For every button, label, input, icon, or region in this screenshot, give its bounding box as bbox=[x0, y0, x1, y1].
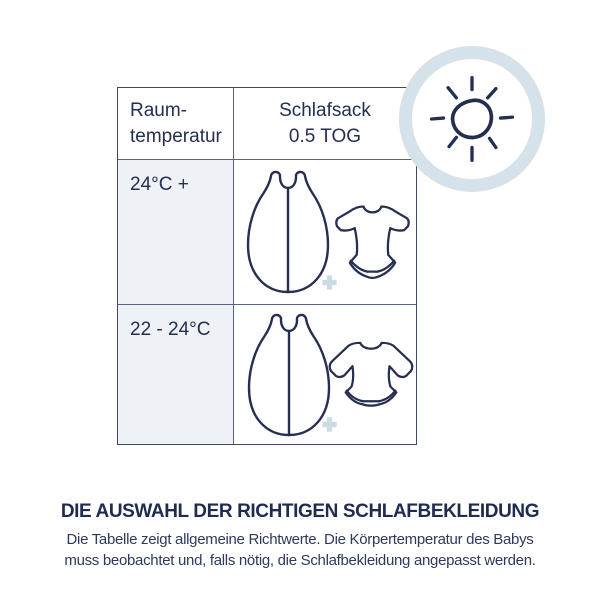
plus-icon bbox=[320, 415, 339, 434]
clothing-cell-row1 bbox=[234, 160, 416, 305]
header-sleeping-bag-line1: Schlafsack bbox=[279, 99, 371, 121]
temperature-cell-row1 bbox=[118, 160, 234, 305]
header-room-temperature bbox=[118, 88, 234, 160]
short-sleeve-bodysuit-icon bbox=[333, 197, 410, 285]
temperature-cell-row2 bbox=[118, 305, 234, 444]
temperature-value-row2: 22 - 24°C bbox=[130, 319, 211, 340]
header-room-temperature-line1: Raum- bbox=[130, 99, 188, 121]
description-line2: muss beobachtet und, falls nötig, die Schlafbekleidung angepasst werden. bbox=[64, 552, 536, 569]
header-sleeping-bag-line2: 0.5 TOG bbox=[288, 125, 362, 147]
header-sleeping-bag bbox=[234, 88, 416, 160]
sun-badge bbox=[399, 46, 545, 192]
temperature-value-row1: 24°C + bbox=[130, 174, 189, 195]
sun-icon bbox=[426, 73, 518, 165]
description-line1: Die Tabelle zeigt allgemeine Richtwerte. Die Körpertemperatur des Babys bbox=[66, 531, 534, 548]
page-title: DIE AUSWAHL DER RICHTIGEN SCHLAFBEKLEIDUNG bbox=[60, 501, 540, 522]
long-sleeve-bodysuit-icon bbox=[325, 336, 417, 410]
clothing-cell-row2 bbox=[234, 305, 416, 444]
header-room-temperature-line2: temperatur bbox=[130, 125, 222, 147]
page-description bbox=[0, 529, 600, 571]
clothing-table bbox=[117, 87, 417, 445]
sleeping-bag-icon bbox=[244, 167, 332, 297]
